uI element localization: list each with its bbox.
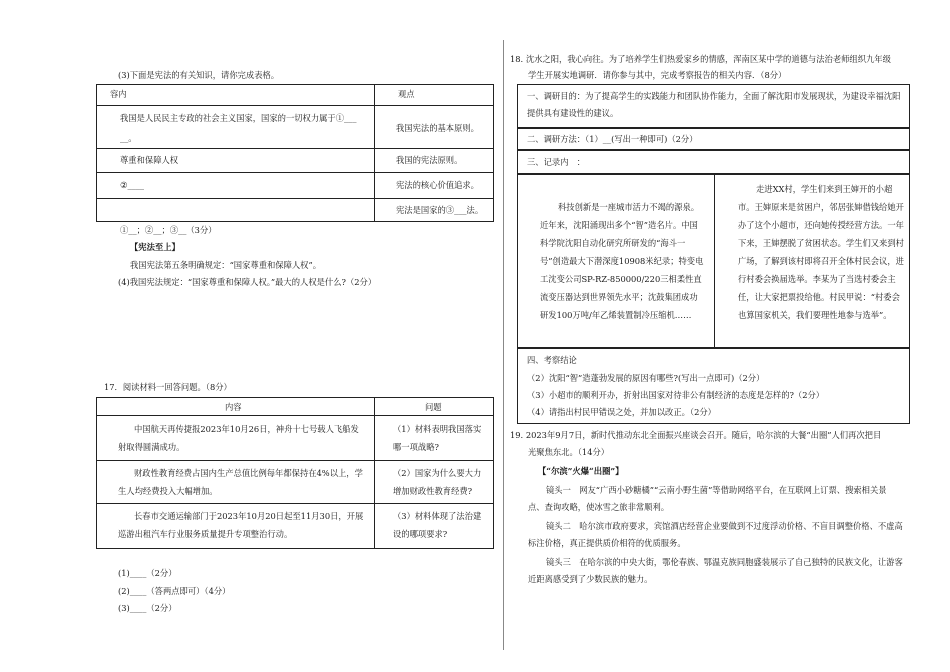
table-divider [96, 172, 494, 173]
q18-text: 18. 沈水之阳，我心向往。为了培养学生们热爱家乡的情感，浑南区某中学的道德与法治老师组织九年级 [510, 54, 891, 64]
record-right-text: 走进XX村，学生们来到王婶开的小超市。王婶原来是贫困户，邻居张婶借钱给她开办了这个小超市，还向她传授经营方法。一年下来，王婶摆脱了贫困状态。学生们又来到村广场，了解到该村即将召开全体村民会议，进行村委会换届选举。李某为了当选村委会主任，让大家把票投给他。村民甲说：“村委会也算国家机关，我们要理性地参与选举”。 [738, 184, 904, 320]
table2-header-question: 问题 [425, 402, 442, 412]
q19-shot-2-cont: 标注价格，真正提供质价相符的优质服务。 [528, 538, 686, 548]
conclusion-item: （3）小超市的顺利开办，折射出国家对待非公有制经济的态度是怎样的?（2分） [527, 390, 825, 400]
table1-row2-view: 我国的宪法原则。 [396, 155, 463, 165]
table1-row1-content: 我国是人民民主专政的社会主义国家，国家的一切权力属于①___ [120, 113, 357, 123]
answer-line: ①__；②__；③__（3分） [120, 225, 217, 235]
record-title: 三、记录内 ： [527, 157, 586, 167]
table1-header-view: 观点 [398, 89, 415, 99]
table-divider [374, 397, 375, 549]
research-purpose: 一、调研目的：为了提高学生的实践能力和团队协作能力，全面了解沈阳市发展现状，为建设幸福沈阳提供具有建设性的建议。 [527, 91, 901, 118]
q19-subtitle: 【“尔滨”火爆“出圈”】 [538, 466, 624, 476]
table-divider [96, 460, 494, 461]
table1-row3-view: 宪法的核心价值追求。 [396, 180, 479, 190]
table-divider [96, 198, 494, 199]
table2-row1-content: 中国航天再传捷报2023年10月26日，神舟十七号载人飞船发射取得圆满成功。 [118, 424, 359, 452]
table2-row3-content: 长春市交通运输部门于2023年10月20日起至11月30日，开展巡游出租汽车行业服务质量提升专项整治行动。 [118, 511, 364, 539]
q19-shot-1: 镜头一 网友“广西小砂糖橘”“云南小野生菌”等借助网络平台，在互联网上订票、搜索相关景 [546, 485, 887, 495]
table1-row4-view: 宪法是国家的③___法。 [396, 205, 484, 215]
table-divider [96, 105, 494, 106]
table-divider [96, 415, 494, 416]
q19-shot-1-cont: 点、查询攻略，使冰雪之旅非常顺利。 [528, 502, 670, 512]
conclusion-item: （2）沈阳“智”造蓬勃发展的原因有哪些?(写出一点即可)（2分） [527, 373, 765, 383]
record-left-text: 科技创新是一座城市活力不竭的源泉。近年来，沈阳涌现出多个“智”造名片。中国科学院沈阳自动化研究所研发的“海斗一号”创造最大下潜深度10908米纪录；特变电工沈变公司SP-RZ-850000/220三相柔性直流变压器达到世界领先水平；沈鼓集团成功研发100万吨/年乙烯装置制冷压缩机…… [540, 202, 704, 320]
q19-shot-2: 镜头二 哈尔滨市政府要求，宾馆酒店经营企业要做到不过度浮动价格、不盲目调整价格、不虚高 [546, 521, 903, 531]
table1-row2-content: 尊重和保障人权 [120, 155, 179, 165]
table1-row1-content-cont: __。 [120, 133, 137, 143]
q17-answer-3: (3)____（2分） [118, 603, 177, 613]
q19-text-cont: 光聚焦东北。（14分） [528, 447, 610, 457]
q17-answer-1: (1)____（2分） [118, 568, 177, 578]
conclusion-title: 四、考察结论 [527, 355, 577, 365]
q19-shot-3: 镜头三 在哈尔滨的中央大街，鄂伦春族、鄂温克族同胞盛装展示了自己独特的民族文化，让游客 [546, 557, 903, 567]
table-divider [96, 148, 494, 149]
section-title-xianfa: 【宪法至上】 [130, 242, 180, 252]
research-method: 二、调研方法：（1）__(写出一种即可)（2分） [527, 134, 698, 144]
q16-4: (4)我国宪法规定：“国家尊重和保障人权。”最大的人权是什么?（2分） [118, 277, 377, 287]
table2-row3-question: （3）材料体现了法治建设的哪项要求? [393, 511, 482, 539]
q18-text-cont: 学生开展实地调研．请你参与其中，完成考察报告的相关内容．（8分） [528, 70, 787, 80]
table2-row1-question: （1）材料表明我国落实哪一项战略? [393, 424, 482, 452]
table1-header-content: 容内 [110, 89, 127, 99]
column-divider [503, 40, 504, 650]
xianfa-text: 我国宪法第五条明确规定：“国家尊重和保障人权”。 [130, 260, 322, 270]
q19-text: 19. 2023年9月7日，新时代推动东北全面振兴座谈会召开。随后，哈尔滨的大餐“出圈”人们再次把目 [510, 430, 882, 440]
q16-3-intro: (3)下面是宪法的有关知识，请你完成表格。 [118, 70, 280, 80]
record-divider [714, 174, 715, 348]
table2-header-content: 内容 [225, 402, 242, 412]
q17-answer-2: (2)____（答两点即可）（4分） [118, 586, 231, 596]
table2-row2-content: 财政性教育经费占国内生产总值比例每年都保持在4%以上，学生人均经费投入大幅增加。 [118, 468, 363, 496]
table1-row1-view: 我国宪法的基本原则。 [396, 123, 479, 133]
q19-shot-3-cont: 近距离感受到了少数民族的魅力。 [528, 574, 653, 584]
conclusion-item: （4）请指出村民甲错误之处，并加以改正。（2分） [527, 407, 716, 417]
table1-row3-content: ②____ [120, 180, 145, 190]
table2-row2-question: （2）国家为什么要大力增加财政性教育经费? [393, 468, 482, 496]
table-divider [96, 503, 494, 504]
q17-title: 17．阅读材料一回答问题。（8分） [104, 382, 232, 392]
